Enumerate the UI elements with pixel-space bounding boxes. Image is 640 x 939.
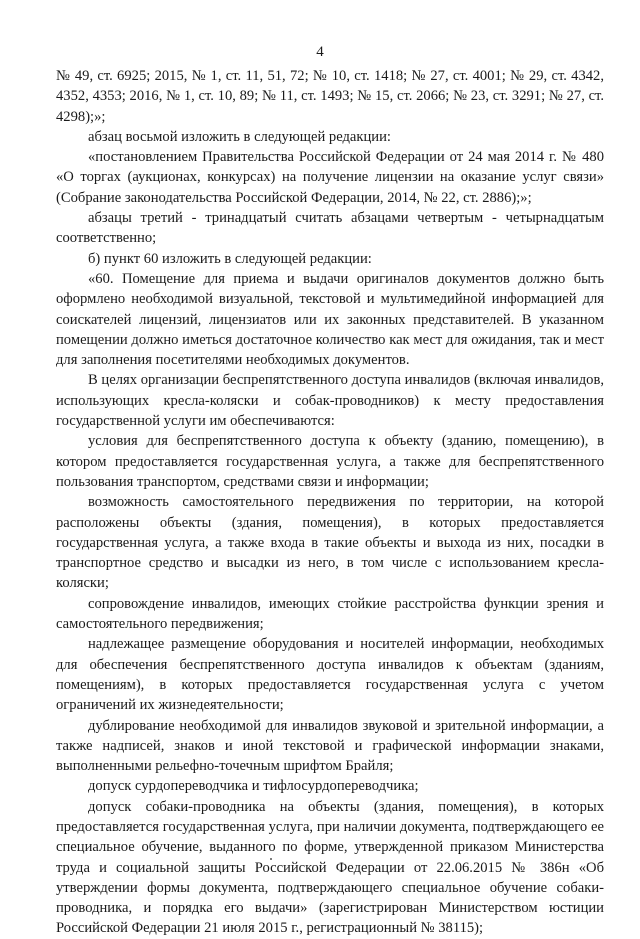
paragraph-item-60-heading: б) пункт 60 изложить в следующей редакции: [88,250,372,267]
paragraph-resolution-480: «постановлением Правительства Российской Федерации от 24 мая 2014 г. № 480 «О торгах (аукционах, конкурсах) на получение лицензии на оказание услуг связи» (Собрание законодательства Российской Федерации, 2014, № 22, ст. 2886);»; [56,149,604,206]
paragraph-access-conditions: условия для беспрепятственного доступа к объекту (зданию, помещению), в котором предоставляется государственная услуга, а также для беспрепятственного пользования транспортом, средствами связи и информации; [56,433,604,490]
paragraph-guide-dog: допуск собаки-проводника на объекты (здания, помещения), в которых предоставляется государственная услуга, при наличии документа, подтверждающего ее специальное обучение, выданного по форме, утвержденной приказом Министерства труда и социальной защиты Российской Федерации от 22.06.2015 № 386н «Об утверждении формы документа, подтверждающего специальное обучение собаки-проводника, и порядка его выдачи» (зарегистрирован Министерством юстиции Российской Федерации 21 июля 2015 г., регистрационный № 38115); [56,798,604,937]
paragraph-equipment-placement: надлежащее размещение оборудования и носителей информации, необходимых для обеспечения беспрепятственного доступа инвалидов к объектам (зданиям, помещениям), в которых предоставляется государственная услуга с учетом ограничений их жизнедеятельности; [56,636,604,714]
paragraph-duplication-braille: дублирование необходимой для инвалидов звуковой и зрительной информации, а также надписей, знаков и иной текстовой и графической информации знаками, выполненными рельефно-точечным шрифтом Брайля; [56,717,604,775]
paragraph-escort: сопровождение инвалидов, имеющих стойкие расстройства функции зрения и самостоятельного передвижения; [56,595,604,633]
paragraph-item-60-premises: «60. Помещение для приема и выдачи оригиналов документов должно быть оформлено необходимой визуальной, текстовой и мультимедийной информацией для соискателей лицензий, лицензиатов или их законных представителей. В указанном помещении должно иметься достаточное количество как мест для ожидания, так и мест для заполнения посетителями необходимых документов. [56,270,604,369]
paragraph-renumbering: абзацы третий - тринадцатый считать абзацами четвертым - четырнадцатым соответственно; [56,210,604,247]
page-number: 4 [316,44,324,60]
document-body [56,66,604,939]
paragraph-citation-continuation: № 49, ст. 6925; 2015, № 1, ст. 11, 51, 72; № 10, ст. 1418; № 27, ст. 4001; № 29, ст. 4342, 4352, 4353; 2016, № 1, ст. 10, 89; № 11, ст. 1493; № 15, ст. 2066; № 23, ст. 3291; № 27, ст. 4298);»; [56,68,604,125]
paragraph-sign-interpreter: допуск сурдопереводчика и тифлосурдопереводчика; [88,778,419,795]
paragraph-accessibility-intro: В целях организации беспрепятственного доступа инвалидов (включая инвалидов, использующих кресла-коляски и собак-проводников) к месту предоставления государственной услуги им обеспечиваются: [56,372,604,430]
paragraph-independent-movement: возможность самостоятельного передвижения по территории, на которой расположены объекты (здания, помещения), в которых предоставляется государственная услуга, а также входа в такие объекты и выхода из них, посадки в транспортное средство и высадки из него, в том числе с использованием кресла-коляски; [56,494,604,592]
scan-speck [270,858,272,860]
paragraph-amend-eighth: абзац восьмой изложить в следующей редакции: [88,128,391,145]
